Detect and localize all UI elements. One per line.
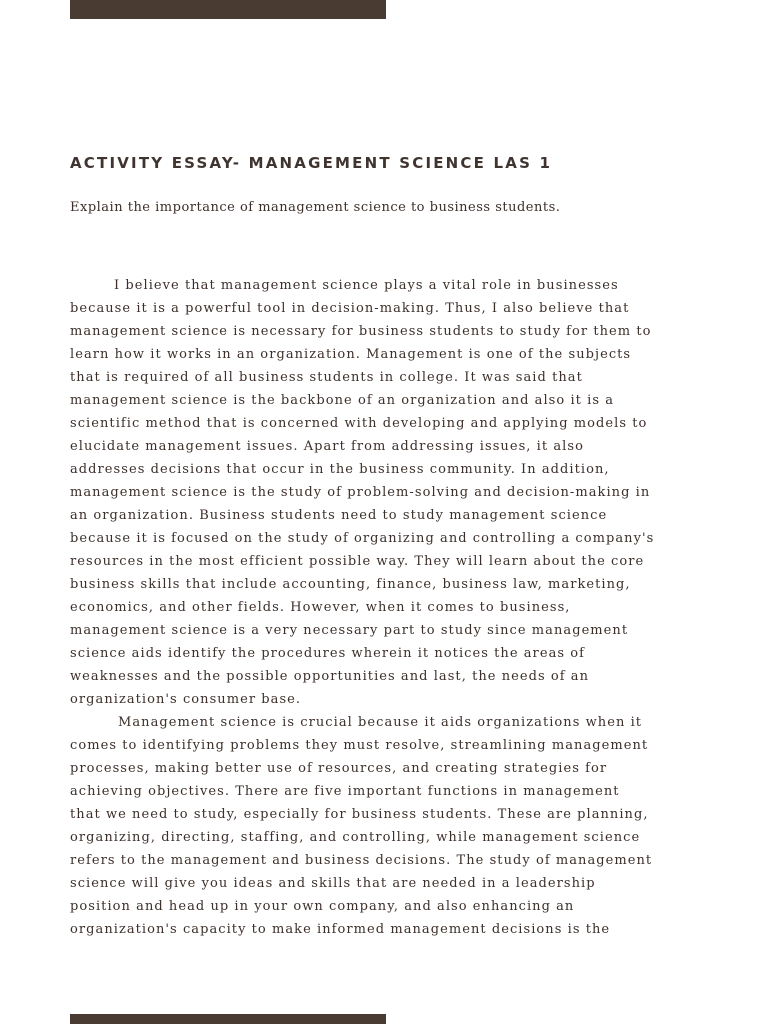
essay-line: elucidate management issues. Apart from addressing issues, it also [70, 439, 584, 454]
essay-line: an organization. Business students need to study management science [70, 508, 608, 523]
essay-line: management science is necessary for business students to study for them to [70, 324, 652, 339]
bottom-decorative-bar [70, 1014, 386, 1024]
essay-title: ACTIVITY ESSAY- MANAGEMENT SCIENCE LAS 1 [70, 154, 553, 172]
essay-line: position and head up in your own company, and also enhancing an [70, 899, 575, 914]
essay-line: organizing, directing, staffing, and controlling, while management science [70, 830, 641, 845]
essay-line: I believe that management science plays a vital role in businesses [114, 278, 619, 293]
essay-line: that is required of all business students in college. It was said that [70, 370, 583, 385]
essay-body [70, 274, 710, 941]
essay-line: because it is focused on the study of organizing and controlling a company's [70, 531, 655, 546]
essay-line: management science is a very necessary part to study since management [70, 623, 629, 638]
essay-prompt: Explain the importance of management science to business students. [70, 200, 561, 215]
essay-line: economics, and other fields. However, when it comes to business, [70, 600, 571, 615]
essay-line: science aids identify the procedures wherein it notices the areas of [70, 646, 586, 661]
essay-line: learn how it works in an organization. Management is one of the subjects [70, 347, 632, 362]
essay-line: business skills that include accounting, finance, business law, marketing, [70, 577, 631, 592]
essay-line: scientific method that is concerned with developing and applying models to [70, 416, 648, 431]
essay-line: refers to the management and business decisions. The study of management [70, 853, 653, 868]
essay-line: because it is a powerful tool in decision-making. Thus, I also believe that [70, 301, 630, 316]
essay-line: science will give you ideas and skills that are needed in a leadership [70, 876, 596, 891]
essay-line: management science is the study of problem-solving and decision-making in [70, 485, 651, 500]
essay-line: comes to identifying problems they must resolve, streamlining management [70, 738, 649, 753]
top-decorative-bar [70, 0, 386, 19]
essay-line: processes, making better use of resources, and creating strategies for [70, 761, 608, 776]
essay-line: that we need to study, especially for business students. These are planning, [70, 807, 649, 822]
essay-line: organization's consumer base. [70, 692, 302, 707]
essay-line: addresses decisions that occur in the business community. In addition, [70, 462, 610, 477]
essay-line: organization's capacity to make informed management decisions is the [70, 922, 611, 937]
essay-line: management science is the backbone of an organization and also it is a [70, 393, 615, 408]
essay-line: resources in the most efficient possible way. They will learn about the core [70, 554, 645, 569]
essay-line: achieving objectives. There are five important functions in management [70, 784, 620, 799]
essay-line: Management science is crucial because it aids organizations when it [118, 715, 643, 730]
essay-line: weaknesses and the possible opportunities and last, the needs of an [70, 669, 590, 684]
